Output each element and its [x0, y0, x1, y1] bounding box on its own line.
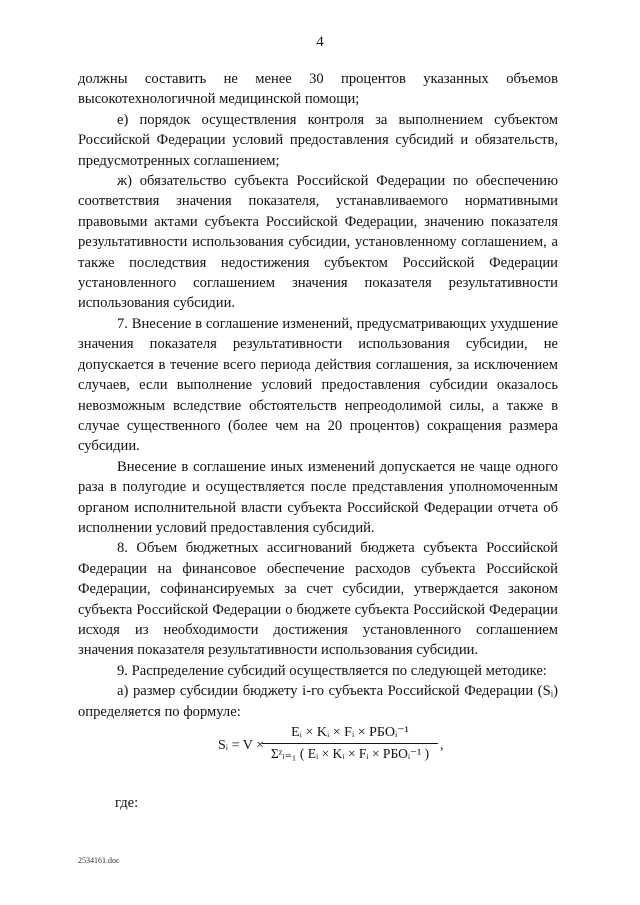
paragraph: Внесение в соглашение иных изменений допускается не чаще одного раза в полугодие и осуществляется после представления уполномоченным органом исполнительной власти субъекта Российской Федерации отчета об исполнении условий предоставления субсидий. [78, 458, 558, 536]
formula-comma: , [440, 738, 444, 753]
formula-denominator: Σᶻᵢ₌₁ ( Eᵢ × Kᵢ × Fᵢ × РБОᵢ⁻¹ ) [270, 746, 430, 761]
formula-lhs: Sᵢ = V × [218, 738, 264, 753]
paragraph: е) порядок осуществления контроля за выполнением субъектом Российской Федерации условий предоставления субсидий и обязательств, предусмотренных соглашением; [78, 111, 558, 169]
paragraph: а) размер субсидии бюджету i-го субъекта Российской Федерации (Sᵢ) определяется по формуле: [78, 683, 558, 720]
paragraph: 9. Распределение субсидий осуществляется по следующей методике: [117, 662, 547, 679]
paragraph: ж) обязательство субъекта Российской Федерации по обеспечению соответствия значения показателя, устанавливаемого нормативными правовыми актами субъекта Российской Федерации, значению показателя результативности использования субсидии, установленному соглашением, а также последствия недостижения субъектом Российской Федерации установленного соглашением значения показателя результативности использования субсидии. [78, 173, 558, 312]
paragraph: должны составить не менее 30 процентов указанных объемов высокотехнологичной медицинской помощи; [78, 71, 558, 108]
footer-filename: 2534161.doc [78, 856, 120, 865]
page-number: 4 [316, 34, 324, 50]
formula-numerator: Eᵢ × Kᵢ × Fᵢ × РБОᵢ⁻¹ [262, 724, 438, 744]
where-label: где: [115, 795, 139, 811]
paragraph: 7. Внесение в соглашение изменений, предусматривающих ухудшение значения показателя результативности использования субсидии, не допускается в течение всего периода действия соглашения, за исключением случаев, если выполнение условий предоставления субсидии оказалось невозможным вследствие обстоятельств непреодолимой силы, а также в случае существенного (более чем на 20 процентов) сокращения размера субсидии. [78, 315, 558, 455]
subsidy-formula [218, 724, 458, 780]
formula-fraction [262, 724, 438, 762]
document-body [78, 69, 558, 722]
paragraph: 8. Объем бюджетных ассигнований бюджета субъекта Российской Федерации на финансовое обеспечение расходов субъекта Российской Федерации, софинансируемых за счет субсидии, утверждается законом субъекта Российской Федерации о бюджете субъекта Российской Федерации исходя из необходимости достижения установленного соглашением значения показателя результативности использования субсидии. [78, 540, 558, 659]
